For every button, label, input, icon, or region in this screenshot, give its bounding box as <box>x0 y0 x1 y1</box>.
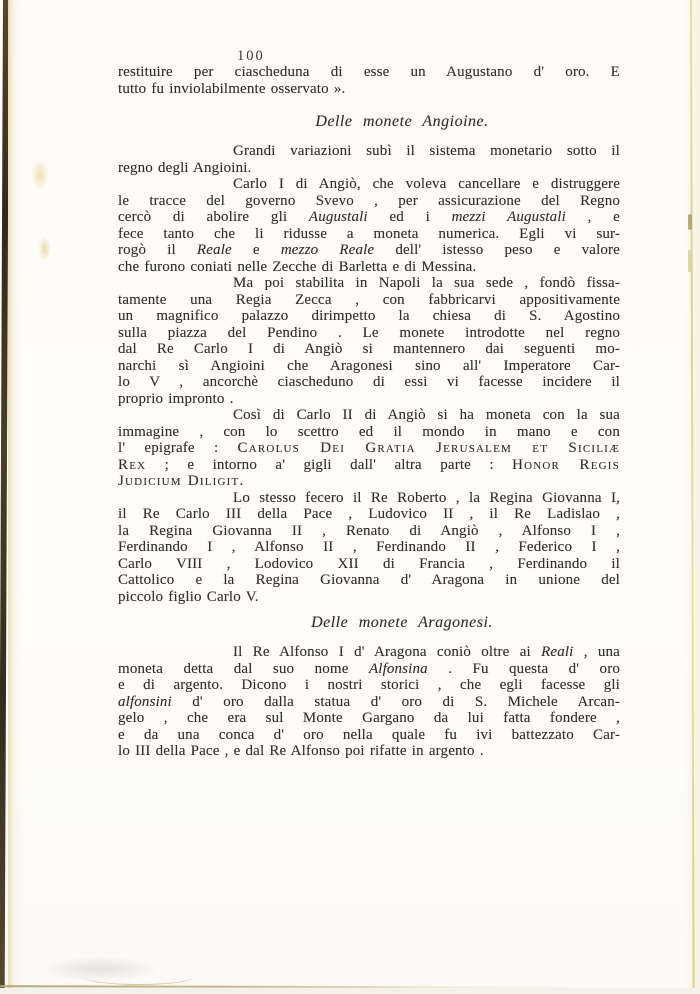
right-edge-mark <box>688 250 691 272</box>
paragraph <box>118 407 620 490</box>
text-line: lo V , ancorchè ciascheduno di essi vi facesse incidere il <box>118 374 620 390</box>
text-line: immagine , con lo scettro ed il mondo in mano e con <box>118 423 620 440</box>
text-line: le tracce del governo Svevo , per assicurazione del Regno <box>118 192 620 209</box>
text-line: fece tanto che li ridusse a moneta numerica. Egli vi sur- <box>118 225 620 242</box>
text-line: lo III della Pace , e dal Re Alfonso poi rifatte in argento . <box>118 743 484 759</box>
text-line: Il Re Alfonso I d' Aragona coniò oltre ai Reali , una <box>233 644 620 660</box>
paragraph <box>118 143 620 176</box>
text-line: tamente una Regia Zecca , con fabbricarvi appositivamente <box>118 291 620 308</box>
text-line: proprio impronto . <box>118 390 234 407</box>
text-column <box>118 64 620 760</box>
text-line: moneta detta dal suo nome Alfonsina . Fu questa d' oro <box>118 660 620 677</box>
text-line: narchi sì Angioini che Aragonesi sino all' Imperatore Car- <box>118 357 620 374</box>
text-line: Carlo I di Angiò, che voleva cancellare e distruggere <box>233 176 620 192</box>
text-line: un magnifico palazzo dirimpetto la chiesa di S. Agostino <box>118 308 620 324</box>
text-line: Rex ; e intorno a' gigli dall' altra parte : Honor Regis <box>118 456 620 473</box>
paragraph <box>118 176 620 275</box>
text-line: regno degli Angioini. <box>118 159 252 176</box>
paragraph <box>118 490 620 606</box>
text-line: l' epigrafe : Carolus Dei Gratia Jerusalem et Siciliæ <box>118 440 620 456</box>
text-line: dal Re Carlo I di Angiò si mantennero dai seguenti mo- <box>118 341 620 357</box>
section-heading: Delle monete Aragonesi. <box>311 614 493 631</box>
text-line: rogò il Reale e mezzo Reale dell' istesso peso e valore <box>118 242 620 258</box>
text-line: alfonsini d' oro dalla statua d' oro di S. Michele Arcan- <box>118 693 620 710</box>
text-line: tutto fu inviolabilmente osservato ». <box>118 80 346 97</box>
text-line: Carlo VIII , Lodovico XII di Francia , Ferdinando il <box>118 555 620 572</box>
text-line: Così di Carlo II di Angiò si ha moneta con la sua <box>233 407 620 423</box>
paragraph <box>118 644 620 760</box>
left-page-edge-shading <box>8 0 23 994</box>
text-line: restituire per ciascheduna di esse un Augustano d' oro. E <box>118 64 620 80</box>
paragraph <box>118 64 620 97</box>
bottom-margin-area <box>0 988 700 994</box>
text-line: Lo stesso fecero il Re Roberto , la Regina Giovanna I, <box>233 489 620 506</box>
right-edge-mark <box>688 214 692 230</box>
text-line: che furono coniati nelle Zecche di Barletta e di Messina. <box>118 258 477 275</box>
paragraph <box>118 275 620 407</box>
text-line: Ma poi stabilita in Napoli la sua sede , fondò fissa- <box>233 275 620 291</box>
text-line: piccolo figlio Carlo V. <box>118 588 259 605</box>
text-line: gelo , che era sul Monte Gargano da lui fatta fondere , <box>118 710 620 726</box>
text-line: Grandi variazioni subì il sistema monetario sotto il <box>233 143 620 159</box>
paper-stain <box>31 158 49 192</box>
text-line: cercò di abolire gli Augustali ed i mezzi Augustali , e <box>118 209 620 225</box>
text-line: il Re Carlo III della Pace , Ludovico II , il Re Ladislao , <box>118 506 620 522</box>
text-line: Judicium Diligit. <box>118 473 245 489</box>
page-number: 100 <box>237 48 265 64</box>
paper-stain <box>38 236 51 262</box>
section-heading: Delle monete Angioine. <box>315 113 489 130</box>
text-line: Cattolico e la Regina Giovanna d' Aragona in unione del <box>118 572 620 588</box>
text-line: la Regina Giovanna II , Renato di Angiò , Alfonso I , <box>118 522 620 539</box>
scan-shadow <box>40 956 160 982</box>
text-line: Ferdinando I , Alfonso II , Ferdinando II , Federico I , <box>118 539 620 555</box>
text-line: e di argento. Dicono i nostri storici , che egli facesse gli <box>118 677 620 693</box>
text-line: e da una conca d' oro nella quale fu ivi battezzato Car- <box>118 726 620 743</box>
text-line: sulla piazza del Pendino . Le monete introdotte nel regno <box>118 324 620 341</box>
